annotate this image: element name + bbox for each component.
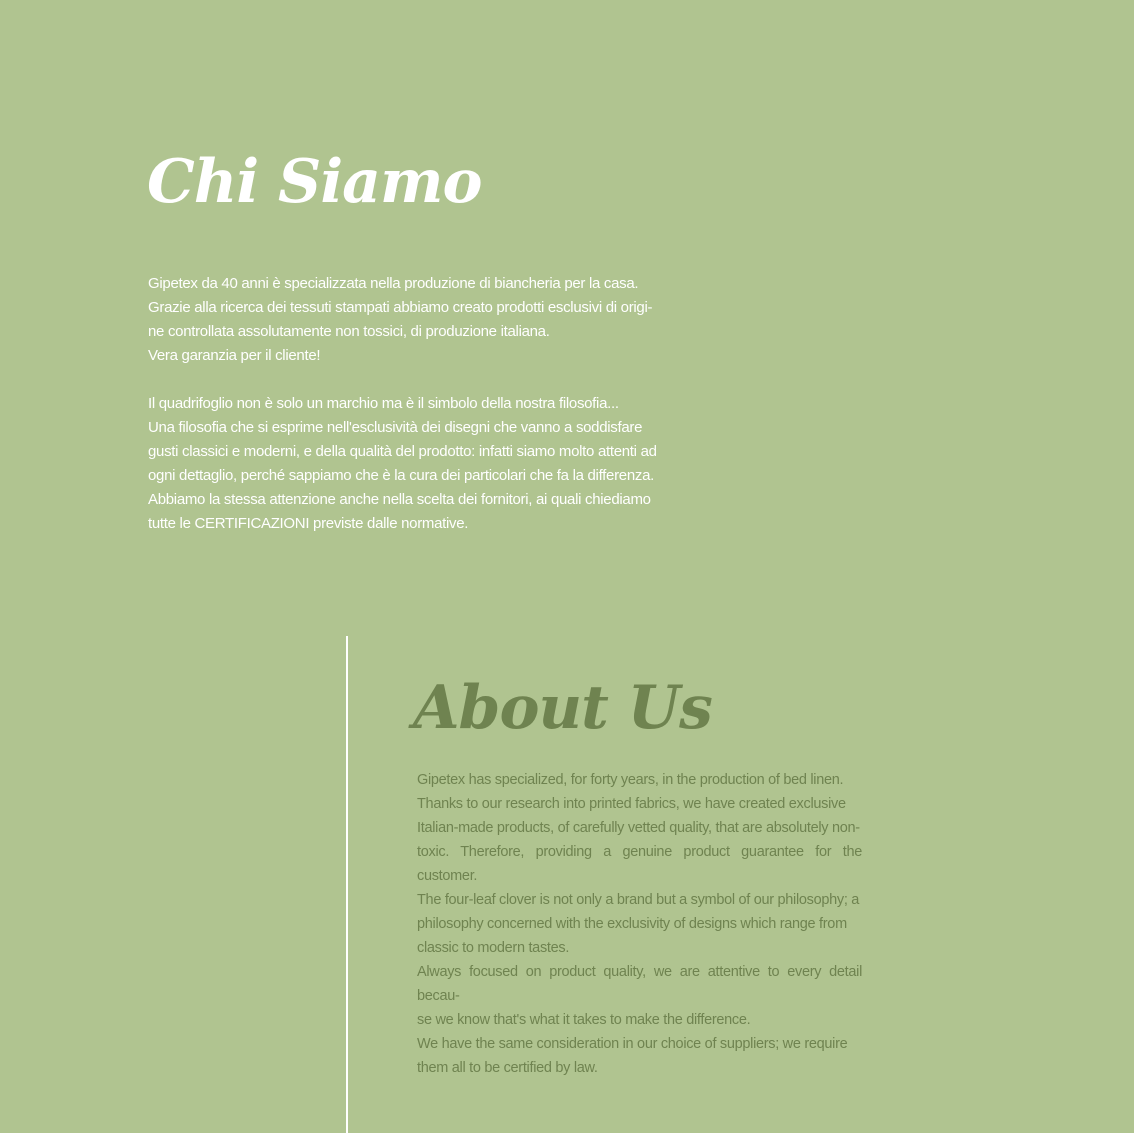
english-title: About Us (413, 673, 712, 743)
italian-line: Una filosofia che si esprime nell'esclusività dei disegni che vanno a soddisfare (148, 419, 643, 436)
english-line: Thanks to our research into printed fabrics, we have created exclusive (417, 796, 846, 812)
english-line: Gipetex has specialized, for forty years, in the production of bed linen. (417, 772, 844, 788)
italian-line: tutte le CERTIFICAZIONI previste dalle normative. (148, 515, 469, 532)
italian-paragraph-1 (148, 272, 663, 368)
english-line: Always focused on product quality, we are attentive to every detail becau- (417, 964, 862, 1004)
english-line: se we know that's what it takes to make the difference. (417, 1012, 751, 1028)
italian-line: Grazie alla ricerca dei tessuti stampati abbiamo creato prodotti esclusivi di origi- (148, 299, 653, 316)
english-line: We have the same consideration in our choice of suppliers; we require (417, 1036, 848, 1052)
italian-line: ogni dettaglio, perché sappiamo che è la cura dei particolari che fa la differenza. (148, 467, 654, 484)
italian-text (148, 272, 663, 536)
english-line: Italian-made products, of carefully vetted quality, that are absolutely non- (417, 820, 860, 836)
italian-line: gusti classici e moderni, e della qualità del prodotto: infatti siamo molto attenti ad (148, 443, 657, 460)
english-line: classic to modern tastes. (417, 940, 570, 956)
english-line: toxic. Therefore, providing a genuine product guarantee for the customer. (417, 844, 862, 884)
vertical-divider (346, 636, 348, 1133)
italian-line: Il quadrifoglio non è solo un marchio ma è il simbolo della nostra filosofia... (148, 395, 619, 412)
italian-line: Gipetex da 40 anni è specializzata nella produzione di biancheria per la casa. (148, 275, 639, 292)
italian-line: Abbiamo la stessa attenzione anche nella scelta dei fornitori, ai quali chiediamo (148, 491, 651, 508)
english-line: The four-leaf clover is not only a brand but a symbol of our philosophy; a (417, 892, 860, 908)
english-text (417, 768, 862, 1080)
english-line: them all to be certified by law. (417, 1060, 598, 1076)
english-line: philosophy concerned with the exclusivity of designs which range from (417, 916, 847, 932)
italian-title: Chi Siamo (147, 147, 482, 217)
italian-line: Vera garanzia per il cliente! (148, 347, 321, 364)
italian-line: ne controllata assolutamente non tossici, di produzione italiana. (148, 323, 550, 340)
italian-paragraph-2 (148, 392, 663, 536)
